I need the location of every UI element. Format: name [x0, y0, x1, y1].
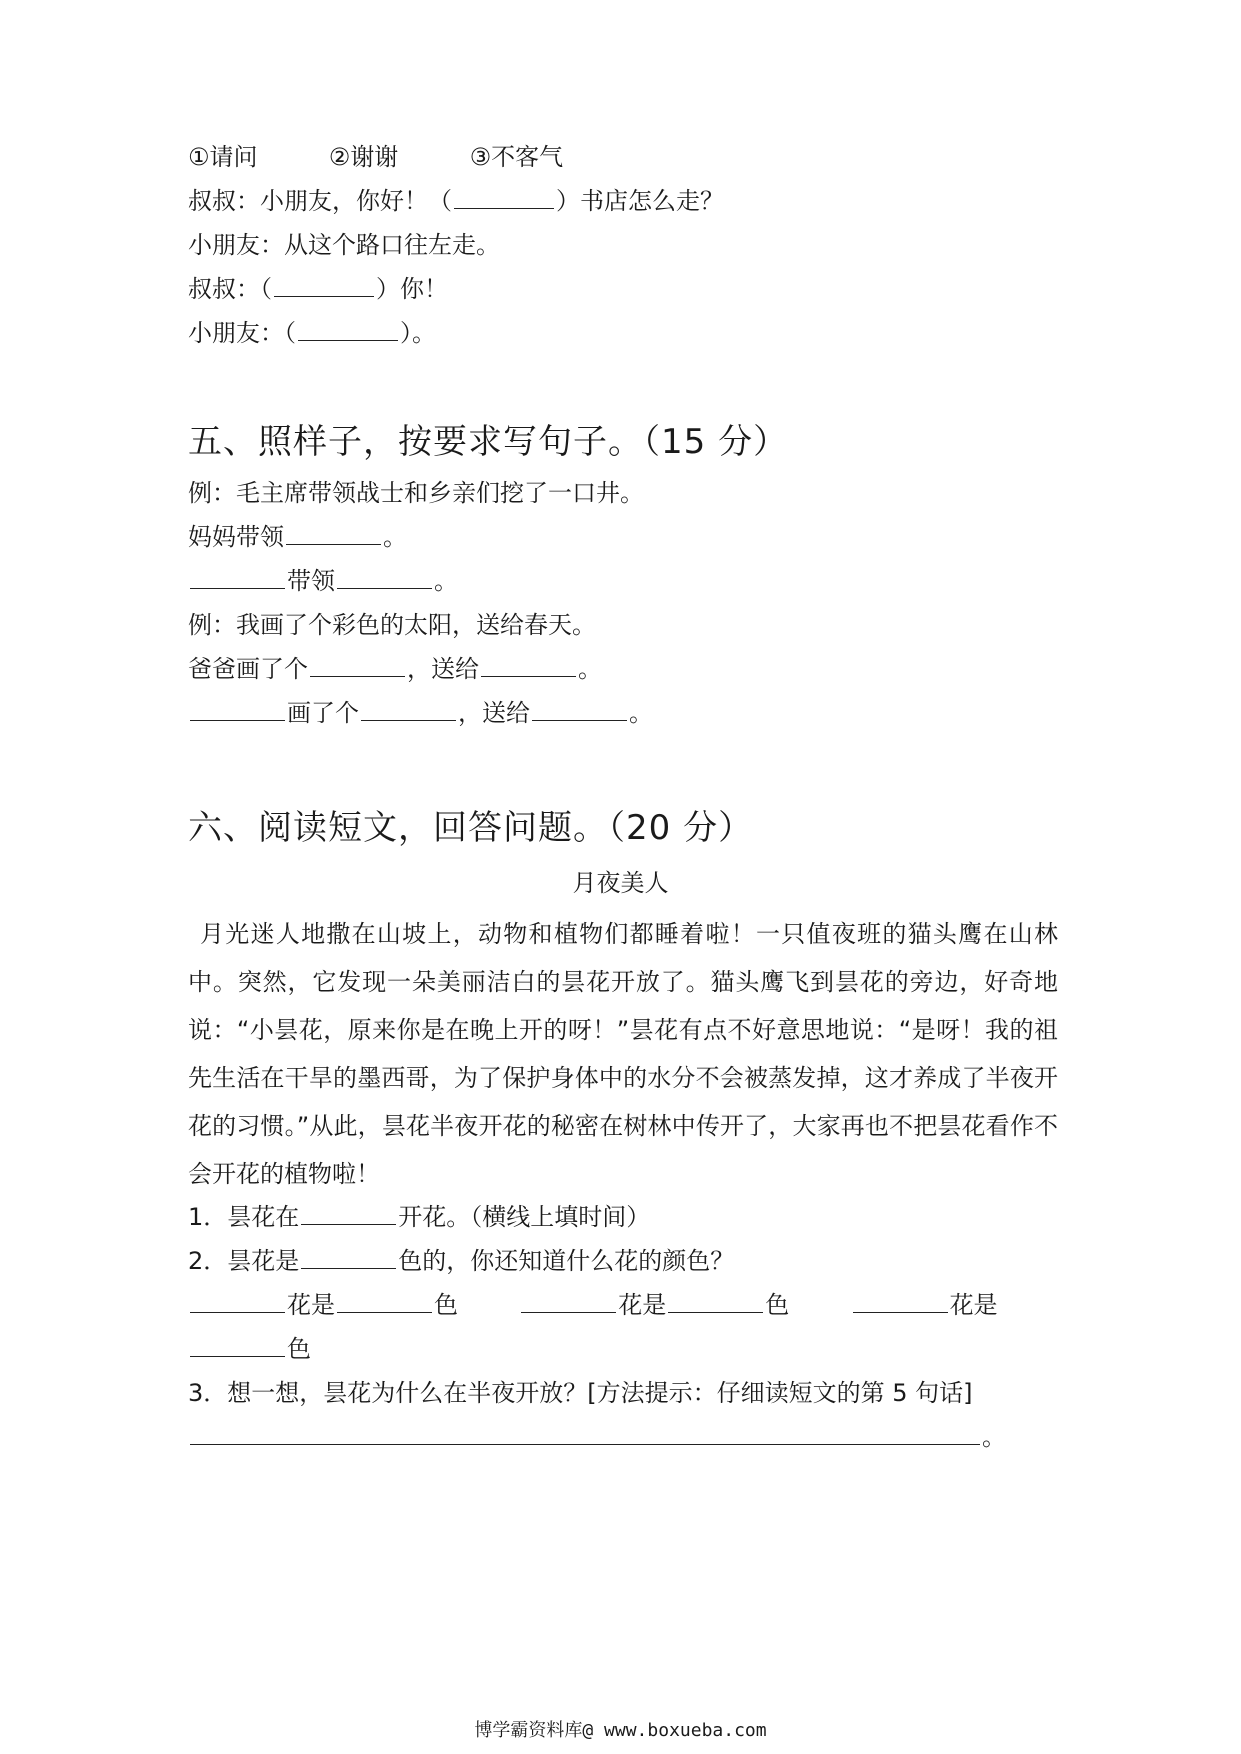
footer-watermark: 博学霸资料库@ www.boxueba.com [474, 1720, 767, 1741]
question-1: 1．昙花在 开花。（横线上填时间） [188, 1203, 651, 1231]
answer-blank[interactable] [532, 698, 627, 721]
answer-blank[interactable] [454, 186, 554, 209]
flower-color-row-cont: 色 [188, 1334, 311, 1364]
answer-blank[interactable] [337, 1290, 432, 1313]
answer-blank[interactable] [310, 654, 405, 677]
passage-text: 月光迷人地撒在山坡上，动物和植物们都睡着啦！一只值夜班的猫头鹰在山林中。突然，它发现一朵美丽洁白的昙花开放了。猫头鹰飞到昙花的旁边，好奇地说：“小昙花，原来你是在晚上开的呀！”昙花有点不好意思地说：“是呀！我的祖先生活在干旱的墨西哥，为了保护身体中的水分不会被蒸发掉，这才养成了半夜开花的习惯。”从此，昙花半夜开花的秘密在树林中传开了，大家再也不把昙花看作不会开花的植物啦！ [188, 920, 1058, 1188]
answer-blank[interactable] [301, 1202, 396, 1225]
dialogue-line-4: 小朋友：（ ）。 [188, 319, 436, 347]
answer-blank[interactable] [190, 566, 285, 589]
option-3: ③不客气 [469, 143, 564, 171]
answer-blank[interactable] [190, 1422, 980, 1445]
flower-color-row: 花是 色 花是 色 花是 [188, 1290, 998, 1320]
dialogue-line-3: 叔叔：（ ）你！ [188, 275, 448, 303]
answer-blank[interactable] [668, 1290, 763, 1313]
question-3-answer-line: 。 [188, 1422, 1006, 1452]
answer-blank[interactable] [521, 1290, 616, 1313]
exercise-line-3: 爸爸画了个 ，送给 。 [188, 655, 602, 683]
answer-blank[interactable] [190, 1334, 285, 1357]
answer-blank[interactable] [481, 654, 576, 677]
option-2: ②谢谢 [328, 143, 399, 171]
answer-blank[interactable] [286, 522, 381, 545]
options-row [188, 142, 563, 172]
answer-blank[interactable] [853, 1290, 948, 1313]
passage-title: 月夜美人 [572, 869, 669, 897]
exercise-line-2: 带领 。 [188, 566, 458, 596]
question-2: 2．昙花是 色的，你还知道什么花的颜色？ [188, 1247, 735, 1275]
answer-blank[interactable] [274, 274, 374, 297]
dialogue-line-2: 小朋友：从这个路口往左走。 [188, 231, 500, 259]
example-sentence-2: 例：我画了个彩色的太阳，送给春天。 [188, 611, 596, 639]
answer-blank[interactable] [361, 698, 456, 721]
answer-blank[interactable] [337, 566, 432, 589]
option-1: ①请问 [188, 143, 258, 171]
section-6-heading: 六、阅读短文，回答问题。（20 分） [188, 808, 754, 848]
exercise-line-4: 画了个 ，送给 。 [188, 698, 653, 728]
exercise-line-1: 妈妈带领 。 [188, 523, 407, 551]
section-5-heading: 五、照样子，按要求写句子。（15 分） [188, 422, 789, 462]
answer-blank[interactable] [301, 1246, 396, 1269]
question-3: 3．想一想，昙花为什么在半夜开放？[方法提示：仔细读短文的第 5 句话] [188, 1379, 973, 1407]
dialogue-line-1: 叔叔：小朋友，你好！（ ）书店怎么走？ [188, 187, 724, 215]
example-sentence-1: 例：毛主席带领战士和乡亲们挖了一口井。 [188, 479, 644, 507]
answer-blank[interactable] [190, 698, 285, 721]
answer-blank[interactable] [298, 318, 398, 341]
answer-blank[interactable] [190, 1290, 285, 1313]
